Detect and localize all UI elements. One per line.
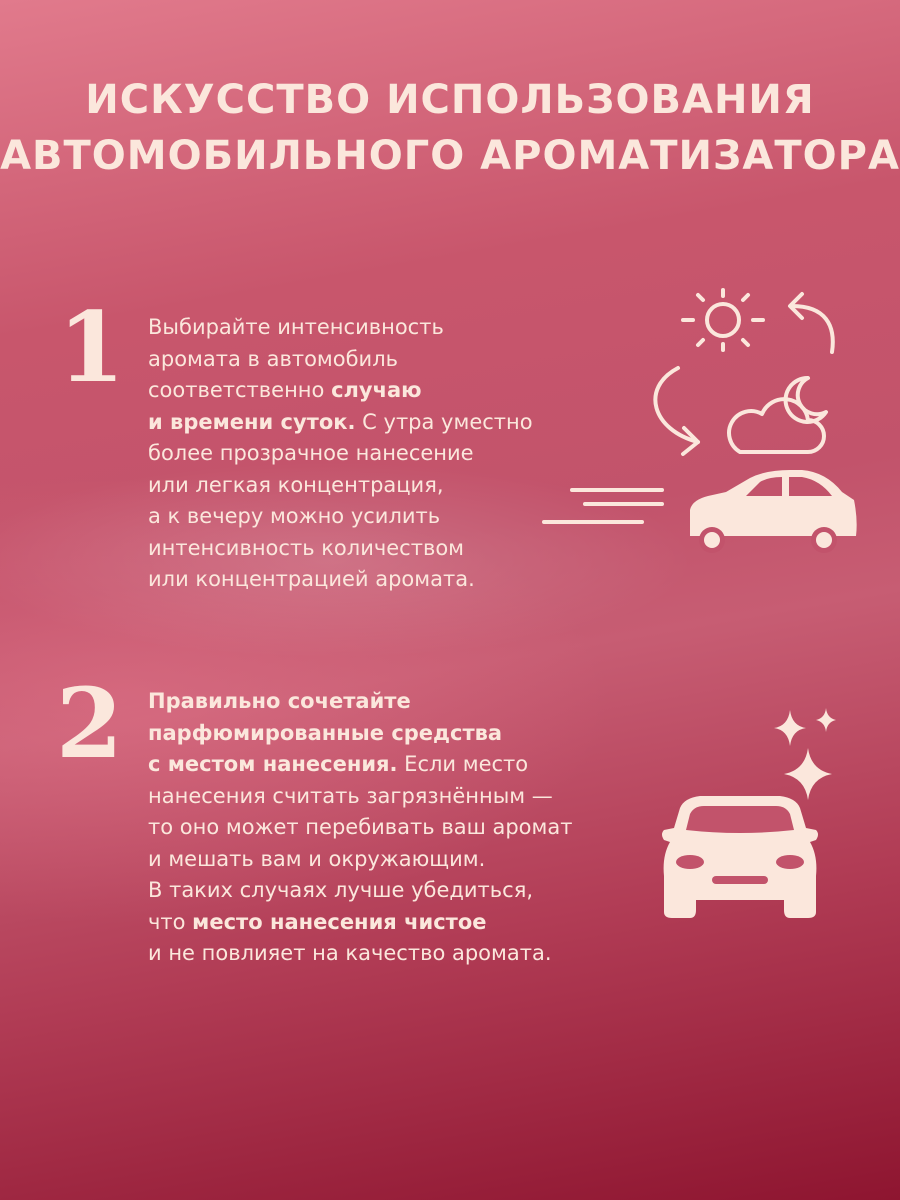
step-2-illustration (640, 700, 860, 930)
step-1-line: аромата в автомобиль (148, 346, 399, 371)
step-2-text-bold: парфюмированные средства (148, 720, 503, 745)
step-1-text-normal: С утра уместно (355, 409, 533, 434)
car-front-icon (662, 796, 818, 918)
step-2-line (148, 686, 572, 718)
step-number-2: 2 (56, 667, 123, 780)
step-1-line: более прозрачное нанесение (148, 441, 474, 465)
step-2-line: и не повлияет на качество аромата. (148, 941, 552, 965)
step-2-line: и мешать вам и окружающим. (148, 846, 486, 871)
step-1-line (148, 375, 533, 407)
sparkles-icon (774, 708, 836, 800)
step-2-text-bold: Правильно сочетайте (148, 689, 411, 713)
step-2-text-normal: что (148, 909, 193, 934)
step-2-line: В таких случаях лучше убедиться, (148, 878, 534, 902)
step-2-text (148, 686, 572, 970)
page-title (0, 72, 900, 184)
step-1-text-normal: соответственно (148, 378, 332, 402)
step-1-line: или легкая концентрация, (148, 472, 444, 497)
step-1-line: или концентрацией аромата. (148, 567, 475, 591)
step-1-text-bold: и времени суток. (148, 409, 356, 434)
title-line-1: ИСКУССТВО ИСПОЛЬЗОВАНИЯ (85, 77, 815, 123)
step-2-line (148, 749, 572, 781)
arrow-curve-icon (655, 368, 698, 454)
title-line-2: АВТОМОБИЛЬНОГО АРОМАТИЗАТОРА (0, 133, 900, 179)
step-1-line: а к вечеру можно усилить (148, 504, 441, 528)
step-2-text-bold: место нанесения чистое (192, 909, 487, 934)
step-2-line: нанесения считать загрязнённым — (148, 783, 553, 808)
speed-lines-icon (544, 490, 662, 522)
step-1-text-bold: случаю (331, 378, 422, 402)
step-1-text (148, 312, 533, 596)
step-2-text-normal: Если место (397, 752, 529, 776)
cloud-moon-icon (729, 378, 826, 452)
arrow-curve-icon (790, 294, 833, 352)
step-2-line (148, 907, 572, 939)
step-1-illustration (540, 270, 870, 570)
step-number-1: 1 (58, 291, 125, 404)
step-1-line: интенсивность количеством (148, 535, 465, 560)
step-2-line (148, 718, 572, 750)
step-2-text-bold: с местом нанесения. (148, 752, 398, 776)
step-1-line (148, 407, 533, 439)
step-2-line: то оно может перебивать ваш аромат (148, 815, 573, 839)
step-1-line: Выбирайте интенсивность (148, 315, 444, 339)
car-side-icon (690, 470, 857, 553)
sun-icon (683, 290, 763, 350)
